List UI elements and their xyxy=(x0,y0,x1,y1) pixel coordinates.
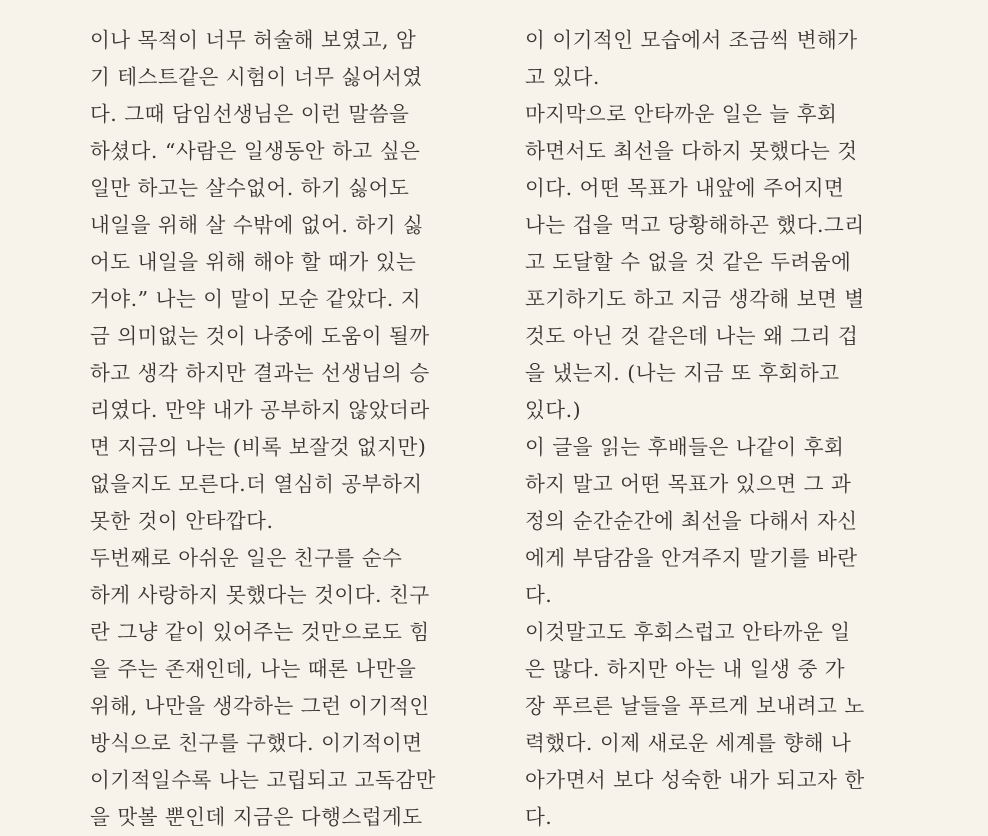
text-line: 거야.” 나는 이 말이 모순 같았다. 지 xyxy=(90,287,422,311)
text-line: 고 도달할 수 없을 것 같은 두려움에 xyxy=(525,250,852,274)
text-line: 장 푸르른 날들을 푸르게 보내려고 노 xyxy=(525,694,865,718)
text-line: 다. xyxy=(525,805,553,829)
text-line: 을 맛볼 뿐인데 지금은 다행스럽게도 xyxy=(90,805,423,829)
paragraph-start-line: 이 글을 읽는 후배들은 나같이 후회 xyxy=(525,435,845,459)
text-line: 나는 겁을 먹고 당황해하곤 했다.그리 xyxy=(525,213,865,237)
text-line: 정의 순간순간에 최선을 다해서 자신 xyxy=(525,509,858,533)
text-line: 금 의미없는 것이 나중에 도움이 될까 xyxy=(90,324,430,348)
text-line: 하게 사랑하지 못했다는 것이다. 친구 xyxy=(90,583,430,607)
text-line: 을 냈는지. (나는 지금 또 후회하고 xyxy=(525,361,840,385)
text-line: 방식으로 친구를 구했다. 이기적이면 xyxy=(90,731,423,755)
text-line: 이다. 어떤 목표가 내앞에 주어지면 xyxy=(525,176,845,200)
text-line: 하셨다. “사람은 일생동안 하고 싶은 xyxy=(90,139,421,163)
text-line: 이 이기적인 모습에서 조금씩 변해가 xyxy=(525,28,858,52)
text-line: 못한 것이 안타깝다. xyxy=(90,509,274,533)
text-line: 포기하기도 하고 지금 생각해 보면 별 xyxy=(525,287,865,311)
right-text-column xyxy=(525,22,905,836)
text-line: 하면서도 최선을 다하지 못했다는 것 xyxy=(525,139,858,163)
text-line: 기 테스트같은 시험이 너무 싫어서였 xyxy=(90,65,423,89)
text-line: 에게 부담감을 안겨주지 말기를 바란 xyxy=(525,546,858,570)
text-line: 이기적일수록 나는 고립되고 고독감만 xyxy=(90,768,436,792)
text-line: 것도 아닌 것 같은데 나는 왜 그리 겁 xyxy=(525,324,859,348)
text-line: 다. 그때 담임선생님은 이런 말씀을 xyxy=(90,102,410,126)
text-line: 력했다. 이제 새로운 세계를 향해 나 xyxy=(525,731,852,755)
left-text-column xyxy=(90,22,470,836)
text-line: 있다.) xyxy=(525,398,582,422)
text-line: 리였다. 만약 내가 공부하지 않았더라 xyxy=(90,398,430,422)
text-line: 하지 말고 어떤 목표가 있으면 그 과 xyxy=(525,472,852,496)
text-line: 아가면서 보다 성숙한 내가 되고자 한 xyxy=(525,768,865,792)
text-line: 면 지금의 나는 (비록 보잘것 없지만) xyxy=(90,435,427,459)
text-line: 란 그냥 같이 있어주는 것만으로도 힘 xyxy=(90,620,430,644)
text-line: 일만 하고는 살수없어. 하기 싫어도 xyxy=(90,176,410,200)
text-line: 내일을 위해 살 수밖에 없어. 하기 싫 xyxy=(90,213,424,237)
text-line: 고 있다. xyxy=(525,65,600,89)
text-line: 하고 생각 하지만 결과는 선생님의 승 xyxy=(90,361,430,385)
text-line: 이나 목적이 너무 허술해 보였고, 암 xyxy=(90,28,417,52)
paragraph-start-line: 두번째로 아쉬운 일은 친구를 순수 xyxy=(90,546,403,570)
text-line: 다. xyxy=(525,583,553,607)
paragraph-start-line: 이것말고도 후회스럽고 안타까운 일 xyxy=(525,620,851,644)
text-line: 없을지도 모른다.더 열심히 공부하지 xyxy=(90,472,423,496)
text-line: 위해, 나만을 생각하는 그런 이기적인 xyxy=(90,694,430,718)
text-line: 어도 내일을 위해 해야 할 때가 있는 xyxy=(90,250,417,274)
text-line: 은 많다. 하지만 아는 내 일생 중 가 xyxy=(525,657,846,681)
text-line: 을 주는 존재인데, 나는 때론 나만을 xyxy=(90,657,417,681)
paragraph-start-line: 마지막으로 안타까운 일은 늘 후회 xyxy=(525,102,838,126)
